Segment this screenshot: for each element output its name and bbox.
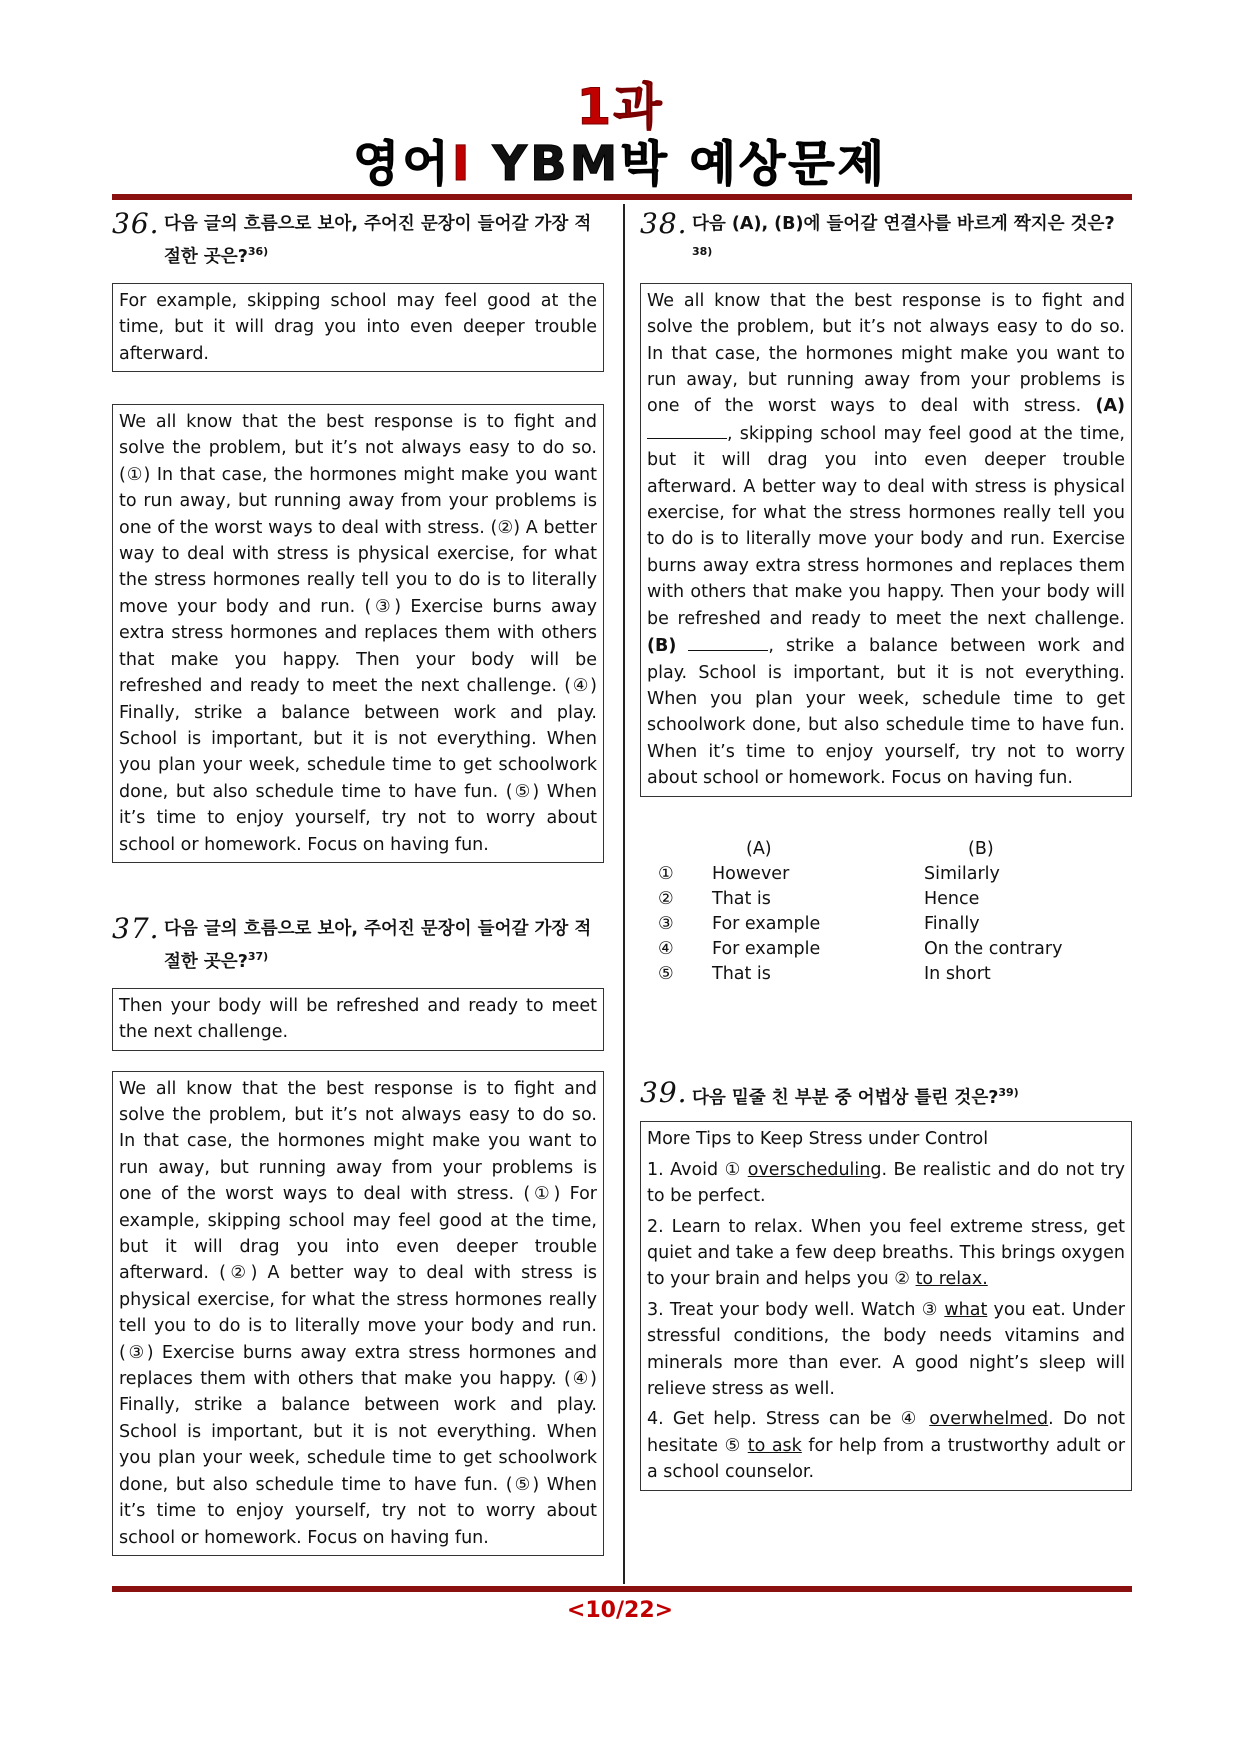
q39-prompt bbox=[692, 1077, 1019, 1112]
q39-passage bbox=[640, 1121, 1132, 1490]
choice-number: ⑤ bbox=[658, 963, 674, 984]
q37-footnote: 37) bbox=[247, 949, 269, 963]
q39-header bbox=[640, 1077, 1132, 1112]
q37-passage bbox=[112, 1071, 604, 1556]
q38-blank-a-label: (A) bbox=[1095, 396, 1125, 417]
q38-choice-5[interactable] bbox=[640, 962, 1132, 987]
choice-number: ④ bbox=[658, 938, 674, 959]
q39-underline-5: to ask bbox=[747, 1435, 802, 1456]
column-divider bbox=[623, 204, 625, 1584]
q37-header bbox=[112, 913, 604, 976]
q38-blank-b bbox=[688, 632, 768, 651]
q38-header bbox=[640, 208, 1132, 271]
q36-prompt-text: 다음 글의 흐름으로 보아, 주어진 문장이 들어갈 가장 적절한 곳은? bbox=[164, 214, 592, 267]
choice-number: ③ bbox=[658, 913, 674, 934]
choice-b: Similarly bbox=[924, 863, 1000, 884]
q37-prompt-text: 다음 글의 흐름으로 보아, 주어진 문장이 들어갈 가장 적절한 곳은? bbox=[164, 918, 592, 972]
q39-underline-1: overscheduling bbox=[747, 1159, 882, 1180]
choice-a: That is bbox=[712, 963, 771, 984]
q36-number: 36. bbox=[112, 207, 160, 240]
q39-tip-1: 1. Avoid ① overscheduling. Be realistic and do not try to be perfect. bbox=[647, 1159, 1125, 1207]
q39-tip-2: 2. Learn to relax. When you feel extreme stress, get quiet and take a few deep breaths. This brings oxygen to your brain and helps you ② to relax. bbox=[647, 1216, 1125, 1290]
choice-a: However bbox=[712, 863, 790, 884]
exam-title-part: 영어 bbox=[353, 136, 452, 192]
choice-b: On the contrary bbox=[924, 938, 1063, 959]
choice-number: ② bbox=[658, 888, 674, 909]
left-column bbox=[112, 204, 604, 1556]
q36-passage-text: We all know that the best response is to fight and solve the problem, but it’s not always easy to do so. (①) In that case, the hormones might make you want to run away, but running away from your problems is one of the worst ways to deal with stress. (②) A better way to deal with stress is physical exercise, for what the stress hormones really tell you to do is to literally move your body and run. (③) Exercise burns away extra stress hormones and replaces them with others that make you happy. Then your body will be refreshed and ready to meet the next challenge. (④) Finally, strike a balance between work and play. School is important, but it is not everything. When you plan your week, schedule time to get schoolwork done, but also schedule time to have fun. (⑤) When it’s time to enjoy yourself, try not to worry about school or homework. Focus on having fun. bbox=[119, 412, 597, 855]
q36-prompt bbox=[164, 208, 604, 271]
q38-number: 38. bbox=[640, 207, 688, 240]
q37-given-text: Then your body will be refreshed and ready to meet the next challenge. bbox=[119, 995, 597, 1043]
exam-title-rest: YBM박 예상문제 bbox=[472, 136, 887, 192]
q39-underline-4: overwhelmed bbox=[929, 1409, 1049, 1430]
q38-choices bbox=[640, 837, 1132, 987]
q38-choice-1[interactable] bbox=[640, 862, 1132, 887]
q38-prompt bbox=[692, 208, 1132, 271]
q37-prompt bbox=[164, 913, 604, 976]
right-column bbox=[640, 204, 1132, 1491]
q39-title: More Tips to Keep Stress under Control bbox=[647, 1129, 989, 1150]
q38-passage bbox=[640, 283, 1132, 797]
lesson-title: 1과 bbox=[576, 78, 664, 136]
q38-passage-part2: , skipping school may feel good at the time, but it will drag you into even deeper trouble afterward. A better way to deal with stress is physical exercise, for what the stress hormones really tell you to do is to literally move your body and run. Exercise burns away extra stress hormones and replaces them with others that make you happy. Then your body will be refreshed and ready to meet the next challenge. bbox=[647, 423, 1125, 629]
choice-number: ① bbox=[658, 863, 674, 884]
choice-a: That is bbox=[712, 888, 771, 909]
q38-footnote: 38) bbox=[692, 245, 713, 258]
q36-given-text: For example, skipping school may feel good at the time, but it will drag you into even deeper trouble afterward. bbox=[119, 290, 597, 364]
choice-a: For example bbox=[712, 938, 821, 959]
q39-tip-4: 4. Get help. Stress can be ④ overwhelmed. Do not hesitate ⑤ to ask for help from a trustworthy adult or a school counselor. bbox=[647, 1409, 1126, 1483]
q38-blank-a bbox=[647, 420, 727, 439]
q39-underline-2: to relax. bbox=[915, 1269, 988, 1290]
header-rule bbox=[112, 194, 1132, 200]
choice-b: In short bbox=[924, 963, 991, 984]
q38-passage-part3: , strike a balance between work and play. School is important, but it is not everything. When you plan your week, schedule time to get schoolwork done, but also schedule time to have fun. When it’s time to enjoy yourself, try not to worry about school or homework. Focus on having fun. bbox=[647, 636, 1125, 789]
page-number: <10/22> bbox=[566, 1598, 674, 1623]
q39-tip-3: 3. Treat your body well. Watch ③ what you eat. Under stressful conditions, the body needs vitamins and minerals more than ever. A good night’s sleep will relieve stress as well. bbox=[647, 1299, 1125, 1400]
q38-choices-header bbox=[640, 837, 1132, 862]
q36-given-sentence bbox=[112, 283, 604, 372]
q36-footnote: 36) bbox=[247, 245, 269, 258]
exam-title-roman: I bbox=[451, 136, 473, 192]
page-header bbox=[0, 78, 1240, 192]
q38-blank-b-label: (B) bbox=[647, 636, 677, 657]
q38-choice-2[interactable] bbox=[640, 887, 1132, 912]
q39-number: 39. bbox=[640, 1075, 688, 1109]
q37-given-sentence bbox=[112, 988, 604, 1051]
q36-passage bbox=[112, 404, 604, 863]
q38-passage-part1: We all know that the best response is to fight and solve the problem, but it’s not always easy to do so. In that case, the hormones might make you want to run away, but running away from your problems is one of the worst ways to deal with stress. bbox=[647, 290, 1125, 417]
q38-prompt-text: 다음 (A), (B)에 들어갈 연결사를 바르게 짝지은 것은? bbox=[692, 214, 1115, 234]
exam-title bbox=[0, 136, 1240, 192]
q38-col-b-header: (B) bbox=[968, 838, 994, 859]
q39-footnote: 39) bbox=[998, 1085, 1019, 1099]
q38-passage-text bbox=[647, 288, 1125, 792]
q36-header bbox=[112, 208, 604, 271]
choice-b: Hence bbox=[924, 888, 980, 909]
footer-rule bbox=[112, 1586, 1132, 1592]
q37-number: 37. bbox=[112, 911, 160, 945]
q39-prompt-text: 다음 밑줄 친 부분 중 어법상 틀린 것은? bbox=[692, 1087, 999, 1108]
q39-underline-3: what bbox=[944, 1299, 988, 1320]
choice-b: Finally bbox=[924, 913, 980, 934]
q37-passage-text: We all know that the best response is to fight and solve the problem, but it’s not always easy to do so. In that case, the hormones might make you want to run away, but running away from your problems is one of the worst ways to deal with stress. (①) For example, skipping school may feel good at the time, but it will drag you into even deeper trouble afterward. (②) A better way to deal with stress is physical exercise, for what the stress hormones really tell you to do is to literally move your body and run. (③) Exercise burns away extra stress hormones and replaces them with others that make you happy. (④) Finally, strike a balance between work and play. School is important, but it is not everything. When you plan your week, schedule time to get schoolwork done, but also schedule time to have fun. (⑤) When it’s time to enjoy yourself, try not to worry about school or homework. Focus on having fun. bbox=[119, 1078, 597, 1548]
q38-col-a-header: (A) bbox=[746, 838, 772, 859]
q38-choice-4[interactable] bbox=[640, 937, 1132, 962]
choice-a: For example bbox=[712, 913, 821, 934]
q38-choice-3[interactable] bbox=[640, 912, 1132, 937]
